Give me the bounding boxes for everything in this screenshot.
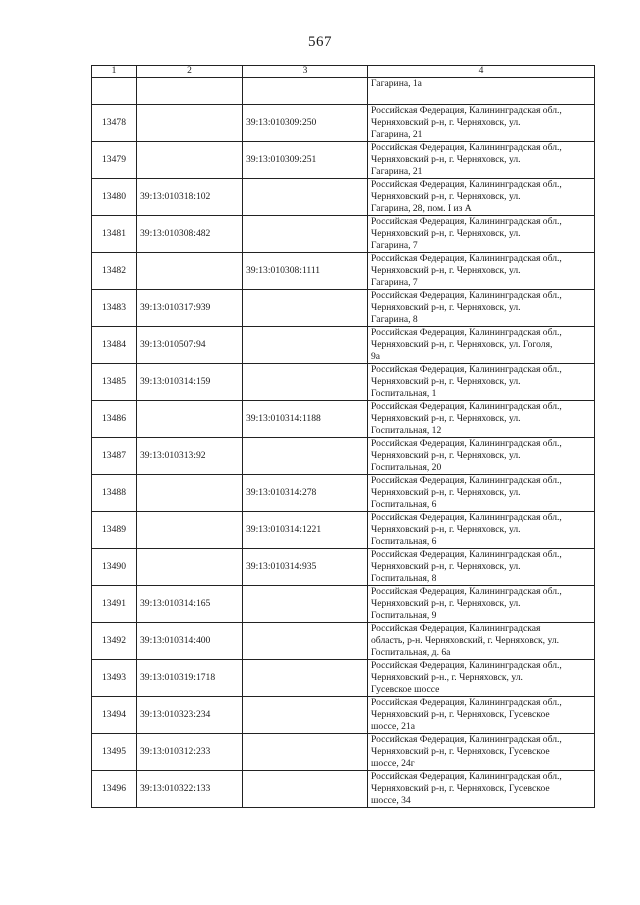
cell-address — [368, 179, 595, 216]
table-row — [92, 401, 595, 438]
header-col-4: 4 — [368, 66, 595, 78]
cell-cadastral-1 — [137, 253, 243, 290]
address-line: Черняховский р-н, г. Черняховск, ул. — [371, 265, 521, 276]
cell-address — [368, 253, 595, 290]
cell-cadastral-2: 39:13:010309:251 — [243, 142, 368, 179]
address-line: Черняховский р-н, г. Черняховск, ул. — [371, 598, 521, 609]
address-line: Российская Федерация, Калининградская обл., — [371, 253, 562, 264]
cell-cadastral-1: 39:13:010313:92 — [137, 438, 243, 475]
cell-number: 13483 — [92, 290, 137, 327]
address-line: Черняховский р-н, г. Черняховск, Гусевское — [371, 746, 550, 757]
cell-cadastral-1: 39:13:010322:133 — [137, 771, 243, 808]
table-row — [92, 475, 595, 512]
header-col-3: 3 — [243, 66, 368, 78]
cell-cadastral-1 — [137, 142, 243, 179]
cell-number: 13486 — [92, 401, 137, 438]
address-line: область, р-н. Черняховский, г. Черняховск, ул. — [371, 635, 560, 646]
address-line: Госпитальная, 6 — [371, 499, 437, 510]
cell-address — [368, 586, 595, 623]
address-line: Российская Федерация, Калининградская обл., — [371, 660, 562, 671]
cell-number: 13491 — [92, 586, 137, 623]
address-line: Госпитальная, 8 — [371, 573, 437, 584]
address-line: Российская Федерация, Калининградская обл., — [371, 438, 562, 449]
cell-number: 13493 — [92, 660, 137, 697]
address-line: Черняховский р-н., г. Черняховск, ул. — [371, 672, 523, 683]
page-number: 567 — [308, 34, 332, 50]
cell-cadastral-2 — [243, 216, 368, 253]
cell-cadastral-2: 39:13:010314:278 — [243, 475, 368, 512]
cell-address — [368, 401, 595, 438]
address-line: Черняховский р-н, г. Черняховск, ул. — [371, 376, 521, 387]
table-row — [92, 734, 595, 771]
cell-number: 13488 — [92, 475, 137, 512]
address-line: Черняховский р-н, г. Черняховск, ул. — [371, 117, 521, 128]
cell-cadastral-2 — [243, 327, 368, 364]
header-row — [92, 66, 595, 78]
cell-cadastral-2 — [243, 586, 368, 623]
address-line: Российская Федерация, Калининградская обл., — [371, 512, 562, 523]
address-line: Российская Федерация, Калининградская обл., — [371, 401, 562, 412]
address-line: Госпитальная, д. 6а — [371, 647, 451, 658]
cell-number: 13496 — [92, 771, 137, 808]
address-line: Черняховский р-н, г. Черняховск, ул. — [371, 302, 521, 313]
header-col-1: 1 — [92, 66, 137, 78]
address-line: Российская Федерация, Калининградская обл., — [371, 697, 562, 708]
table-row — [92, 660, 595, 697]
cell-number: 13478 — [92, 105, 137, 142]
address-line: Российская Федерация, Калининградская обл., — [371, 216, 562, 227]
cell-cadastral-1: 39:13:010308:482 — [137, 216, 243, 253]
cell-cadastral-1: 39:13:010507:94 — [137, 327, 243, 364]
table-row — [92, 771, 595, 808]
address-line: Российская Федерация, Калининградская обл., — [371, 771, 562, 782]
address-line: шоссе, 24г — [371, 758, 415, 769]
cell-number: 13480 — [92, 179, 137, 216]
address-line: Черняховский р-н, г. Черняховск, ул. — [371, 487, 521, 498]
table-row — [92, 512, 595, 549]
cell-number: 13487 — [92, 438, 137, 475]
cell-number: 13484 — [92, 327, 137, 364]
cell-cadastral-2 — [243, 438, 368, 475]
cell-address — [368, 734, 595, 771]
table-row — [92, 549, 595, 586]
address-line: Гусевское шоссе — [371, 684, 440, 695]
address-line: Российская Федерация, Калининградская — [371, 623, 541, 634]
address-line: Черняховский р-н, г. Черняховск, ул. Гоголя, — [371, 339, 553, 350]
address-line: 9а — [371, 351, 381, 362]
table-row — [92, 105, 595, 142]
address-line: Черняховский р-н, г. Черняховск, ул. — [371, 228, 521, 239]
address-line: Российская Федерация, Калининградская обл., — [371, 475, 562, 486]
address-line: Черняховский р-н, г. Черняховск, Гусевское — [371, 709, 550, 720]
cell-cadastral-2 — [243, 179, 368, 216]
address-line: Российская Федерация, Калининградская обл., — [371, 549, 562, 560]
address-line: Российская Федерация, Калининградская обл., — [371, 327, 562, 338]
table-row — [92, 364, 595, 401]
cell-cadastral-2: 39:13:010309:250 — [243, 105, 368, 142]
address-line: Гагарина, 28, пом. I из А — [371, 203, 472, 214]
address-line: Госпитальная, 1 — [371, 388, 437, 399]
table-row — [92, 216, 595, 253]
address-line: Гагарина, 21 — [371, 166, 423, 177]
cell-cadastral-1: 39:13:010314:165 — [137, 586, 243, 623]
address-line: Гагарина, 21 — [371, 129, 423, 140]
cell-cadastral-1 — [137, 78, 243, 105]
table-body — [92, 78, 595, 808]
address-line: Гагарина, 7 — [371, 277, 418, 288]
cell-number: 13494 — [92, 697, 137, 734]
continuation-row — [92, 78, 595, 105]
cell-cadastral-1: 39:13:010314:400 — [137, 623, 243, 660]
cell-cadastral-2 — [243, 697, 368, 734]
cell-cadastral-1 — [137, 512, 243, 549]
cell-address — [368, 512, 595, 549]
table-row — [92, 179, 595, 216]
address-line: Госпитальная, 20 — [371, 462, 442, 473]
cell-address — [368, 475, 595, 512]
cell-address — [368, 660, 595, 697]
cell-cadastral-2 — [243, 364, 368, 401]
table-row — [92, 438, 595, 475]
cell-cadastral-1: 39:13:010312:233 — [137, 734, 243, 771]
cell-cadastral-2 — [243, 623, 368, 660]
table-row — [92, 290, 595, 327]
address-line: Черняховский р-н, г. Черняховск, ул. — [371, 450, 521, 461]
registry-table — [91, 65, 595, 808]
table-row — [92, 327, 595, 364]
cell-address — [368, 623, 595, 660]
address-line: Российская Федерация, Калининградская обл., — [371, 179, 562, 190]
address-line: Российская Федерация, Калининградская обл., — [371, 586, 562, 597]
cell-cadastral-2: 39:13:010308:1111 — [243, 253, 368, 290]
address-line: Гагарина, 1а — [371, 78, 422, 89]
cell-address — [368, 364, 595, 401]
cell-address — [368, 697, 595, 734]
cell-number: 13479 — [92, 142, 137, 179]
address-line: Российская Федерация, Калининградская обл., — [371, 734, 562, 745]
address-line: Российская Федерация, Калининградская обл., — [371, 290, 562, 301]
cell-cadastral-1 — [137, 475, 243, 512]
cell-number: 13485 — [92, 364, 137, 401]
cell-number: 13489 — [92, 512, 137, 549]
cell-address — [368, 327, 595, 364]
cell-cadastral-2 — [243, 290, 368, 327]
cell-address — [368, 771, 595, 808]
address-line: Черняховский р-н, г. Черняховск, ул. — [371, 191, 521, 202]
cell-cadastral-1 — [137, 401, 243, 438]
cell-cadastral-2 — [243, 660, 368, 697]
cell-number — [92, 78, 137, 105]
cell-address — [368, 549, 595, 586]
cell-cadastral-2: 39:13:010314:935 — [243, 549, 368, 586]
address-line: Гагарина, 8 — [371, 314, 418, 325]
address-line: шоссе, 34 — [371, 795, 411, 806]
cell-number: 13482 — [92, 253, 137, 290]
cell-cadastral-1: 39:13:010314:159 — [137, 364, 243, 401]
cell-cadastral-1: 39:13:010319:1718 — [137, 660, 243, 697]
address-line: шоссе, 21а — [371, 721, 415, 732]
cell-address — [368, 105, 595, 142]
cell-address — [368, 142, 595, 179]
address-line: Госпитальная, 12 — [371, 425, 442, 436]
cell-cadastral-1 — [137, 549, 243, 586]
table-row — [92, 586, 595, 623]
cell-address — [368, 78, 595, 105]
cell-address — [368, 438, 595, 475]
table-row — [92, 142, 595, 179]
table-row — [92, 697, 595, 734]
cell-address — [368, 290, 595, 327]
cell-number: 13481 — [92, 216, 137, 253]
table-row — [92, 253, 595, 290]
cell-number: 13495 — [92, 734, 137, 771]
address-line: Черняховский р-н, г. Черняховск, ул. — [371, 413, 521, 424]
address-line: Госпитальная, 6 — [371, 536, 437, 547]
cell-cadastral-1: 39:13:010317:939 — [137, 290, 243, 327]
cell-number: 13492 — [92, 623, 137, 660]
cell-cadastral-2 — [243, 78, 368, 105]
cell-cadastral-2 — [243, 734, 368, 771]
address-line: Черняховский р-н, г. Черняховск, ул. — [371, 524, 521, 535]
cell-number: 13490 — [92, 549, 137, 586]
cell-cadastral-2: 39:13:010314:1188 — [243, 401, 368, 438]
address-line: Российская Федерация, Калининградская обл., — [371, 105, 562, 116]
address-line: Черняховский р-н, г. Черняховск, Гусевское — [371, 783, 550, 794]
address-line: Черняховский р-н, г. Черняховск, ул. — [371, 154, 521, 165]
cell-cadastral-1: 39:13:010323:234 — [137, 697, 243, 734]
cell-address — [368, 216, 595, 253]
cell-cadastral-1: 39:13:010318:102 — [137, 179, 243, 216]
address-line: Гагарина, 7 — [371, 240, 418, 251]
header-col-2: 2 — [137, 66, 243, 78]
cell-cadastral-1 — [137, 105, 243, 142]
table-row — [92, 623, 595, 660]
cell-cadastral-2: 39:13:010314:1221 — [243, 512, 368, 549]
address-line: Черняховский р-н, г. Черняховск, ул. — [371, 561, 521, 572]
address-line: Российская Федерация, Калининградская обл., — [371, 364, 562, 375]
address-line: Госпитальная, 9 — [371, 610, 437, 621]
address-line: Российская Федерация, Калининградская обл., — [371, 142, 562, 153]
cell-cadastral-2 — [243, 771, 368, 808]
